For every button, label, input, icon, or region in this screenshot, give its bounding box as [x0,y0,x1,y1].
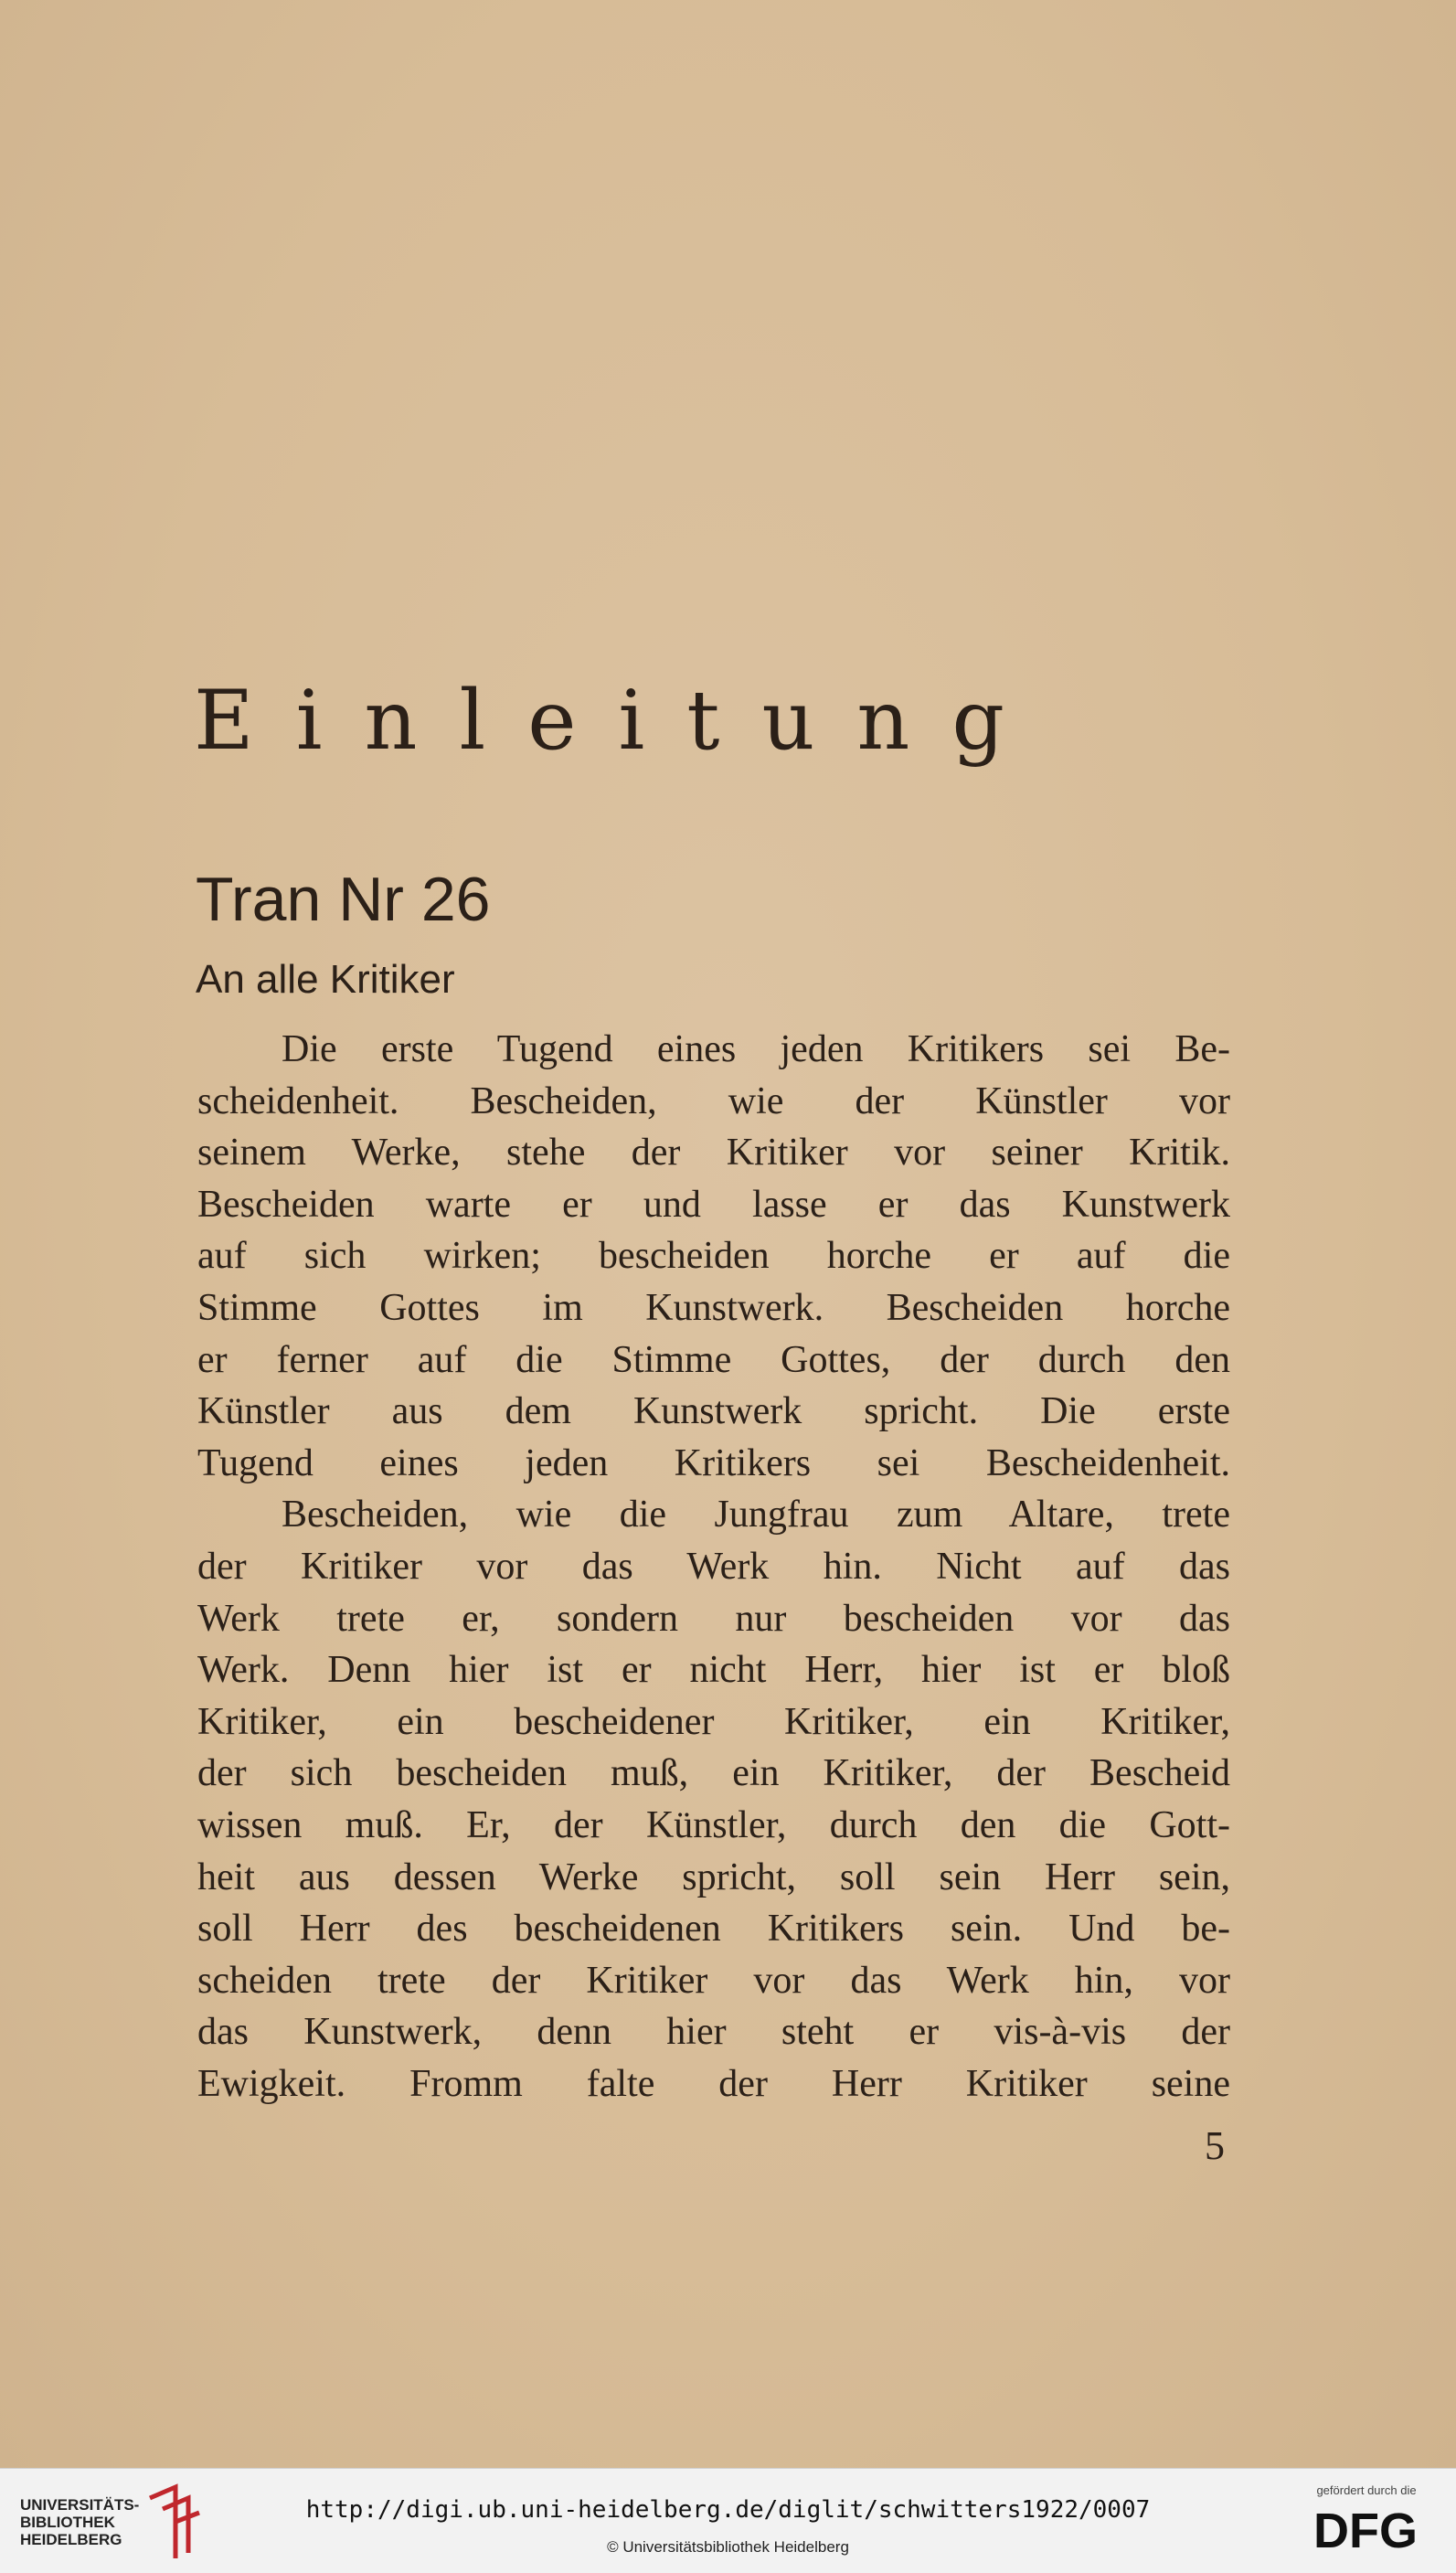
text-line: wissen muß. Er, der Künstler, durch den die Gott- [197,1803,1230,1846]
text-line: der sich bescheiden muß, ein Kritiker, der Bescheid [197,1752,1230,1795]
dfg-logo-text: DFG [1313,2504,1418,2558]
library-logo-text: UNIVERSITÄTS- BIBLIOTHEK HEIDELBERG [20,2496,140,2548]
text-line: auf sich wirken; bescheiden horche er auf die [197,1235,1230,1278]
text-line: Künstler aus dem Kunstwerk spricht. Die erste [197,1390,1230,1433]
article-subtitle: An alle Kritiker [196,957,455,1002]
text-line: Kritiker, ein bescheidener Kritiker, ein Kritiker, [197,1700,1230,1743]
text-line: der Kritiker vor das Werk hin. Nicht auf das [197,1545,1230,1588]
text-line: Bescheiden, wie die Jungfrau zum Altare, trete [282,1494,1230,1536]
section-heading: Einleitung [194,673,1047,769]
funding-caption: gefördert durch die [1316,2483,1417,2497]
text-line: Werk trete er, sondern nur bescheiden vor das [197,1597,1230,1640]
footer-bar [0,2468,1456,2573]
footer-copyright: © Universitätsbibliothek Heidelberg [607,2538,849,2556]
body-text [197,1024,1230,2110]
dfg-logo [1296,2504,1435,2558]
text-line: das Kunstwerk, denn hier steht er vis-à-vis der [197,2011,1230,2054]
text-line: er ferner auf die Stimme Gottes, der durch den [197,1338,1230,1381]
footer-url-link[interactable]: http://digi.ub.uni-heidelberg.de/diglit/schwitters1922/0007 [305,2496,1151,2524]
text-line: Ewigkeit. Fromm falte der Herr Kritiker seine [197,2062,1230,2105]
text-line: scheiden trete der Kritiker vor das Werk hin, vor [197,1959,1230,2002]
text-line: soll Herr des bescheidenen Kritikers sein. Und be- [197,1908,1230,1951]
text-line: Bescheiden warte er und lasse er das Kunstwerk [197,1183,1230,1226]
text-line: Tugend eines jeden Kritikers sei Bescheidenheit. [197,1441,1230,1484]
article-title: Tran Nr 26 [196,865,491,934]
text-line: Stimme Gottes im Kunstwerk. Bescheiden horche [197,1286,1230,1329]
text-line: heit aus dessen Werke spricht, soll sein Herr sein, [197,1855,1230,1898]
text-line: scheidenheit. Bescheiden, wie der Künstler vor [197,1079,1230,1122]
text-line: Die erste Tugend eines jeden Kritikers sei Be- [282,1028,1230,1070]
page-number: 5 [1205,2123,1225,2168]
text-line: Werk. Denn hier ist er nicht Herr, hier ist er bloß [197,1649,1230,1692]
text-line: seinem Werke, stehe der Kritiker vor seiner Kritik. [197,1132,1230,1175]
